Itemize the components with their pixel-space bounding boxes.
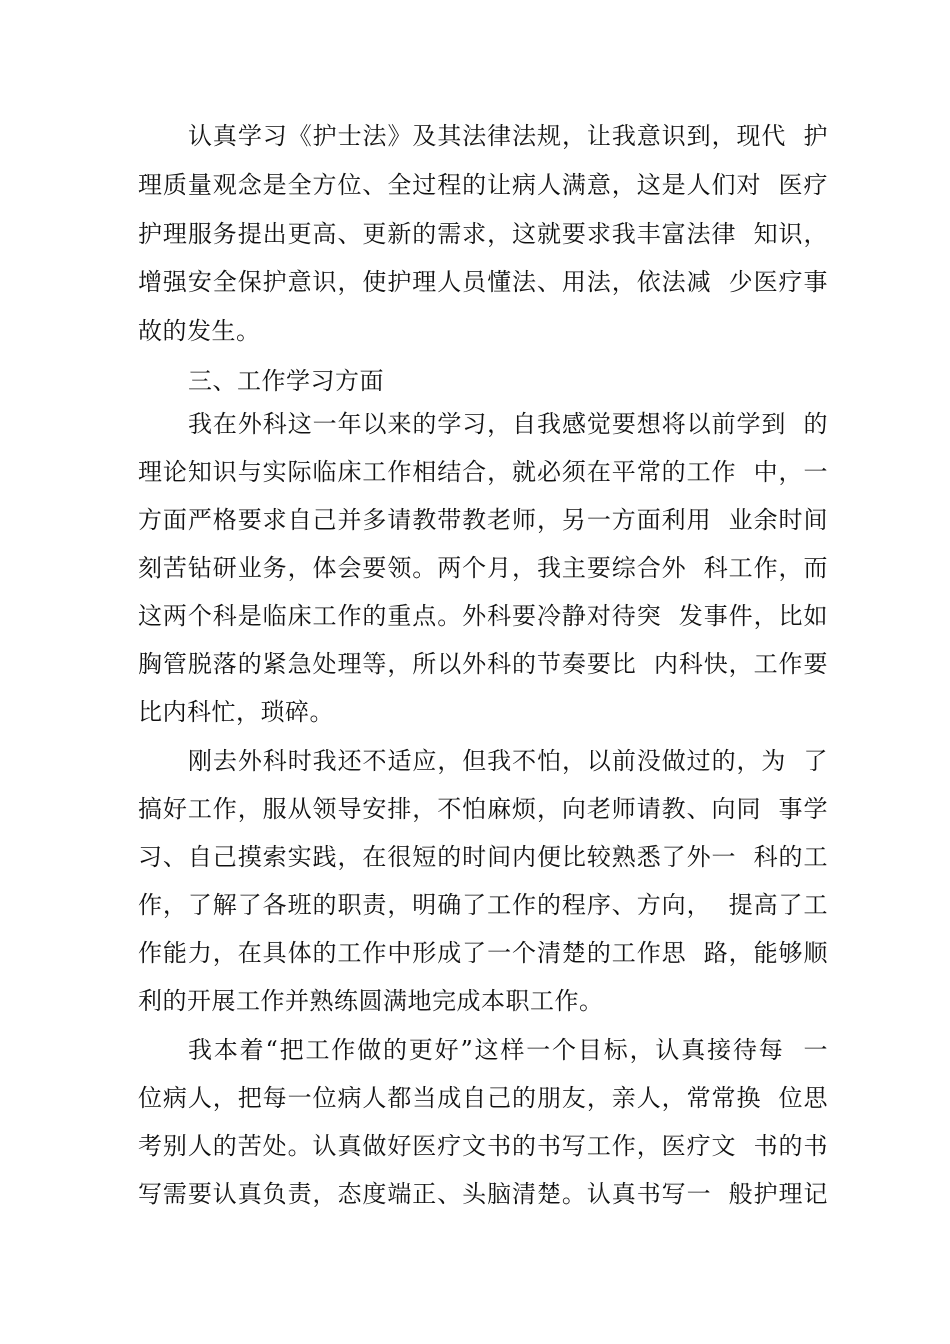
text-line: 认真学习《护士法》及其法律法规，让我意识到，现代 护	[188, 122, 828, 150]
text-line: 护理服务提出更高、更新的需求，这就要求我丰富法律 知识，	[138, 220, 828, 248]
text-line: 方面严格要求自己并多请教带教老师，另一方面利用 业余时间	[138, 506, 828, 534]
text-line: 写需要认真负责，态度端正、头脑清楚。认真书写一 般护理记	[138, 1180, 828, 1208]
text-line: 胸管脱落的紧急处理等，所以外科的节奏要比 内科快，工作要	[138, 650, 828, 678]
text-line: 理论知识与实际临床工作相结合，就必须在平常的工作 中，一	[138, 458, 828, 486]
text-line: 作能力，在具体的工作中形成了一个清楚的工作思 路，能够顺	[138, 939, 828, 967]
text-line: 位病人，把每一位病人都当成自己的朋友，亲人，常常换 位思	[138, 1084, 828, 1112]
text-line: 我本着“把工作做的更好”这样一个目标，认真接待每 一	[188, 1036, 828, 1064]
text-line: 刚去外科时我还不适应，但我不怕，以前没做过的，为 了	[188, 747, 828, 775]
text-line: 理质量观念是全方位、全过程的让病人满意，这是人们对 医疗	[138, 171, 828, 199]
text-line: 我在外科这一年以来的学习，自我感觉要想将以前学到 的	[188, 410, 828, 438]
text-line: 习、自己摸索实践，在很短的时间内便比较熟悉了外一 科的工	[138, 843, 828, 871]
text-line: 作，了解了各班的职责，明确了工作的程序、方向， 提高了工	[138, 891, 828, 919]
text-line: 这两个科是临床工作的重点。外科要冷静对待突 发事件，比如	[138, 602, 828, 630]
text-line: 比内科忙，琐碎。	[138, 698, 334, 726]
text-line: 增强安全保护意识，使护理人员懂法、用法，依法减 少医疗事	[138, 268, 828, 296]
section-heading: 三、工作学习方面	[188, 367, 384, 395]
text-line: 考别人的苦处。认真做好医疗文书的书写工作，医疗文 书的书	[138, 1132, 828, 1160]
text-line: 利的开展工作并熟练圆满地完成本职工作。	[138, 987, 604, 1015]
text-line: 搞好工作，服从领导安排，不怕麻烦，向老师请教、向同 事学	[138, 795, 828, 823]
text-line: 故的发生。	[138, 317, 261, 345]
text-line: 刻苦钻研业务，体会要领。两个月，我主要综合外 科工作，而	[138, 554, 828, 582]
